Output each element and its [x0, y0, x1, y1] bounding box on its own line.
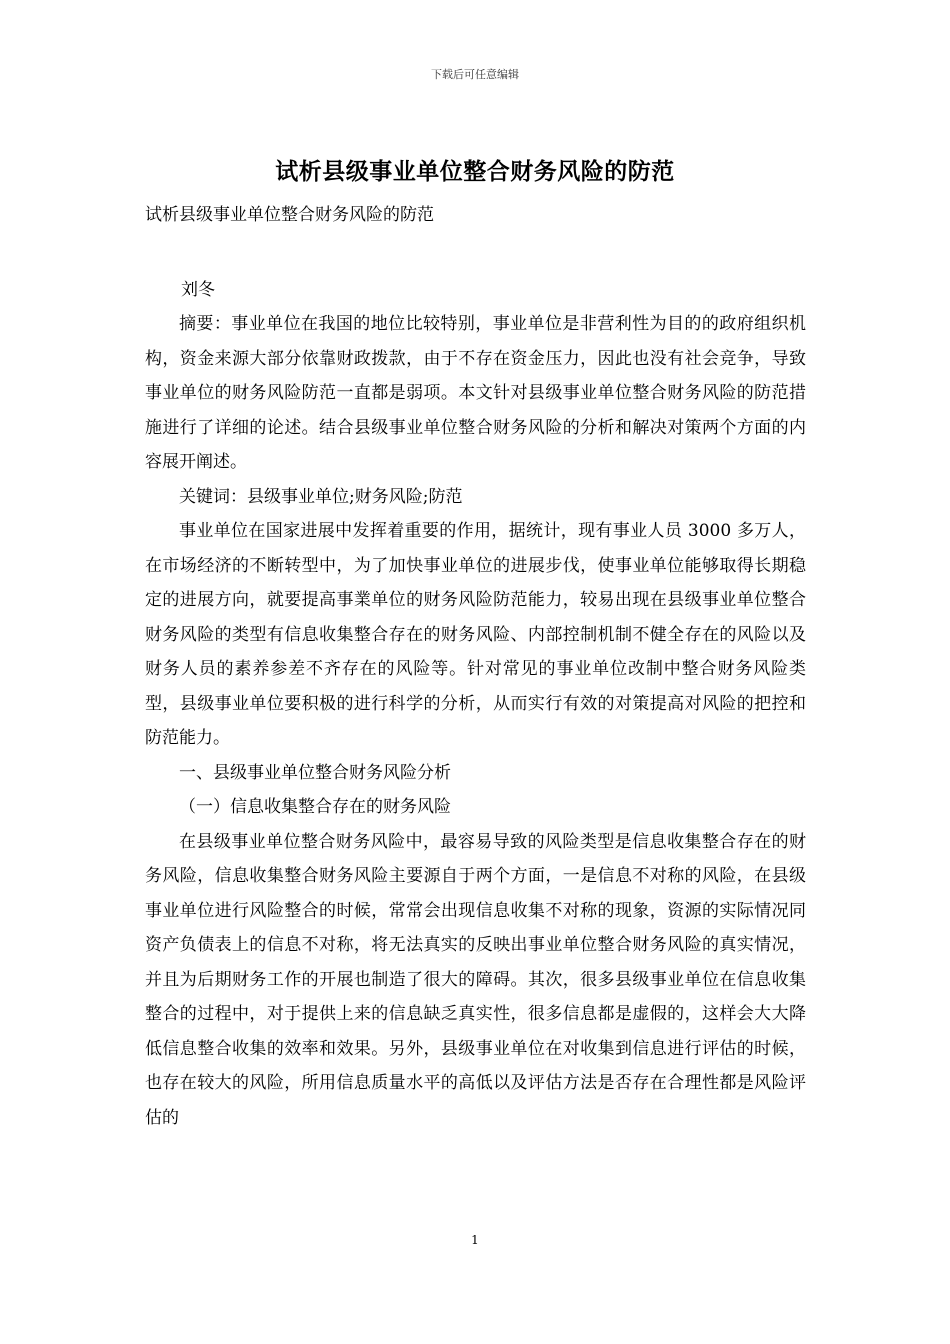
- author-name: 刘冬: [181, 280, 215, 300]
- body-paragraph: 在县级事业单位整合财务风险中，最容易导致的风险类型是信息收集整合存在的财务风险，信息收集整合财务风险主要源自于两个方面，一是信息不对称的风险，在县级事业单位进行风险整合的时候，常常会出现信息收集不对称的现象，资源的实际情况同资产负债表上的信息不对称，将无法真实的反映出事业单位整合财务风险的真实情况，并且为后期财务工作的开展也制造了很大的障碍。其次，很多县级事业单位在信息收集整合的过程中，对于提供上来的信息缺乏真实性，很多信息都是虚假的，这样会大大降低信息整合收集的效率和效果。另外，县级事业单位在对收集到信息进行评估的时候，也存在较大的风险，所用信息质量水平的高低以及评估方法是否存在合理性都是风险评估的: [145, 831, 806, 1128]
- page-number: 1: [471, 1233, 479, 1247]
- page-header-note: 下载后可任意编辑: [431, 68, 519, 81]
- document-title: 试析县级事业单位整合财务风险的防范: [275, 159, 675, 185]
- subsection-heading: （一）信息收集整合存在的财务风险: [179, 797, 451, 817]
- section-heading: 一、县级事业单位整合财务风险分析: [179, 762, 451, 783]
- abstract-paragraph: 摘要：事业单位在我国的地位比较特别，事业单位是非营利性为目的的政府组织机构，资金来源大部分依靠财政拨款，由于不存在资金压力，因此也没有社会竞争，导致事业单位的财务风险防范一直都是弱项。本文针对县级事业单位整合财务风险的防范措施进行了详细的论述。结合县级事业单位整合财务风险的分析和解决对策两个方面的内容展开阐述。: [145, 314, 806, 472]
- intro-paragraph: 事业单位在国家进展中发挥着重要的作用，据统计，现有事业人员 3000 多万人，在市场经济的不断转型中，为了加快事业单位的进展步伐，使事业单位能够取得长期稳定的进展方向，就要提高事業单位的财务风险防范能力，较易出现在县级事业单位整合财务风险的类型有信息收集整合存在的财务风险、内部控制机制不健全存在的风险以及财务人员的素养参差不齐存在的风险等。针对常见的事业单位改制中整合财务风险类型，县级事业单位要积极的进行科学的分析，从而实行有效的对策提高对风险的把控和防范能力。: [145, 521, 806, 748]
- document-subtitle: 试析县级事业单位整合财务风险的防范: [145, 205, 434, 225]
- keywords-paragraph: 关键词：县级事业单位;财务风险;防范: [179, 486, 463, 507]
- document-body: [145, 307, 806, 1135]
